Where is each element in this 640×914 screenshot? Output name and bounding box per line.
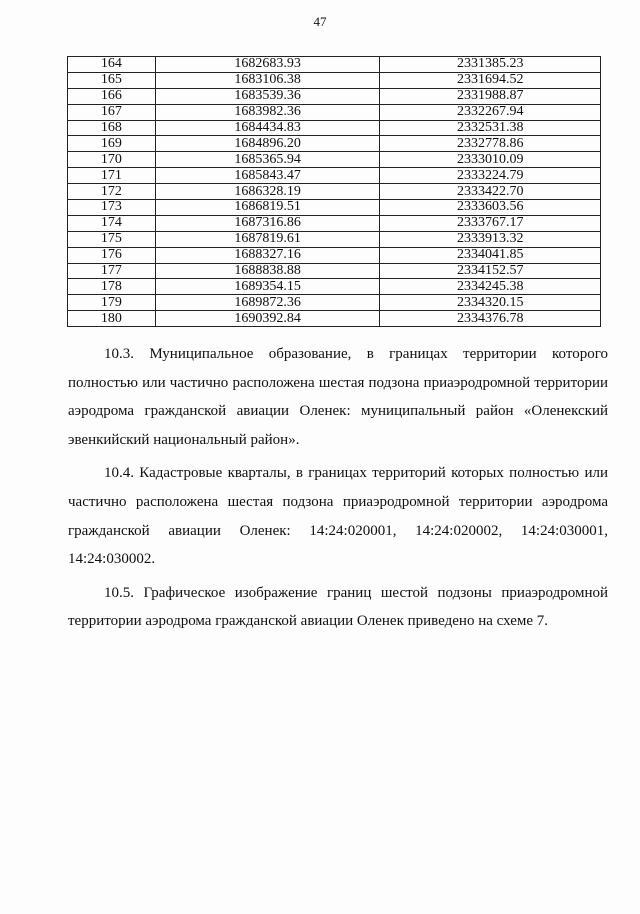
point-number-cell: 172 (68, 184, 156, 200)
y-coordinate-cell: 2331385.23 (380, 57, 601, 73)
x-coordinate-cell: 1686819.51 (155, 200, 380, 216)
table-row (68, 152, 601, 168)
x-coordinate-cell: 1689354.15 (155, 279, 380, 295)
table-row (68, 247, 601, 263)
paragraph-10-5: 10.5. Графическое изображение границ шестой подзоны приаэродромной территории аэродрома гражданской авиации Оленек приведено на схеме 7. (68, 584, 608, 630)
point-number-cell: 175 (68, 231, 156, 247)
point-number-cell: 166 (68, 88, 156, 104)
x-coordinate-cell: 1684896.20 (155, 136, 380, 152)
point-number-cell: 167 (68, 104, 156, 120)
table-row (68, 311, 601, 327)
x-coordinate-cell: 1683106.38 (155, 72, 380, 88)
y-coordinate-cell: 2334041.85 (380, 247, 601, 263)
x-coordinate-cell: 1683982.36 (155, 104, 380, 120)
x-coordinate-cell: 1688327.16 (155, 247, 380, 263)
point-number-cell: 169 (68, 136, 156, 152)
x-coordinate-cell: 1688838.88 (155, 263, 380, 279)
x-coordinate-cell: 1683539.36 (155, 88, 380, 104)
point-number-cell: 180 (68, 311, 156, 327)
point-number-cell: 177 (68, 263, 156, 279)
y-coordinate-cell: 2334320.15 (380, 295, 601, 311)
x-coordinate-cell: 1690392.84 (155, 311, 380, 327)
table-row (68, 168, 601, 184)
page-number: 47 (313, 14, 327, 29)
point-number-cell: 165 (68, 72, 156, 88)
point-number-cell: 170 (68, 152, 156, 168)
y-coordinate-cell: 2332267.94 (380, 104, 601, 120)
y-coordinate-cell: 2333767.17 (380, 215, 601, 231)
y-coordinate-cell: 2334245.38 (380, 279, 601, 295)
y-coordinate-cell: 2331988.87 (380, 88, 601, 104)
x-coordinate-cell: 1686328.19 (155, 184, 380, 200)
y-coordinate-cell: 2333603.56 (380, 200, 601, 216)
coordinates-table (67, 56, 601, 327)
point-number-cell: 168 (68, 120, 156, 136)
table-row (68, 88, 601, 104)
y-coordinate-cell: 2333422.70 (380, 184, 601, 200)
table-row (68, 104, 601, 120)
y-coordinate-cell: 2334152.57 (380, 263, 601, 279)
table-row (68, 215, 601, 231)
document-body (68, 340, 608, 636)
point-number-cell: 173 (68, 200, 156, 216)
table-row (68, 184, 601, 200)
table-row (68, 120, 601, 136)
x-coordinate-cell: 1684434.83 (155, 120, 380, 136)
x-coordinate-cell: 1682683.93 (155, 57, 380, 73)
x-coordinate-cell: 1687819.61 (155, 231, 380, 247)
y-coordinate-cell: 2333913.32 (380, 231, 601, 247)
point-number-cell: 178 (68, 279, 156, 295)
paragraph-10-4: 10.4. Кадастровые кварталы, в границах территорий которых полностью или частично расположена шестая подзона приаэродромной территории аэродрома гражданской авиации Оленек: 14:24:020001, 14:24:020002, 14:24:030001, 14:24:030002. (68, 465, 608, 568)
y-coordinate-cell: 2334376.78 (380, 311, 601, 327)
table-row (68, 279, 601, 295)
y-coordinate-cell: 2332531.38 (380, 120, 601, 136)
x-coordinate-cell: 1687316.86 (155, 215, 380, 231)
point-number-cell: 171 (68, 168, 156, 184)
point-number-cell: 176 (68, 247, 156, 263)
table-row (68, 231, 601, 247)
table-row (68, 72, 601, 88)
coordinates-table-body (68, 57, 601, 327)
point-number-cell: 164 (68, 57, 156, 73)
y-coordinate-cell: 2332778.86 (380, 136, 601, 152)
table-row (68, 263, 601, 279)
y-coordinate-cell: 2331694.52 (380, 72, 601, 88)
x-coordinate-cell: 1685365.94 (155, 152, 380, 168)
x-coordinate-cell: 1685843.47 (155, 168, 380, 184)
y-coordinate-cell: 2333224.79 (380, 168, 601, 184)
y-coordinate-cell: 2333010.09 (380, 152, 601, 168)
table-row (68, 57, 601, 73)
point-number-cell: 179 (68, 295, 156, 311)
table-row (68, 136, 601, 152)
point-number-cell: 174 (68, 215, 156, 231)
x-coordinate-cell: 1689872.36 (155, 295, 380, 311)
table-row (68, 200, 601, 216)
table-row (68, 295, 601, 311)
paragraph-10-3: 10.3. Муниципальное образование, в границах территории которого полностью или частично расположена шестая подзона приаэродромной территории аэродрома гражданской авиации Оленек: муниципальный район «Оленекский эвенкийский национальный район». (68, 346, 608, 448)
